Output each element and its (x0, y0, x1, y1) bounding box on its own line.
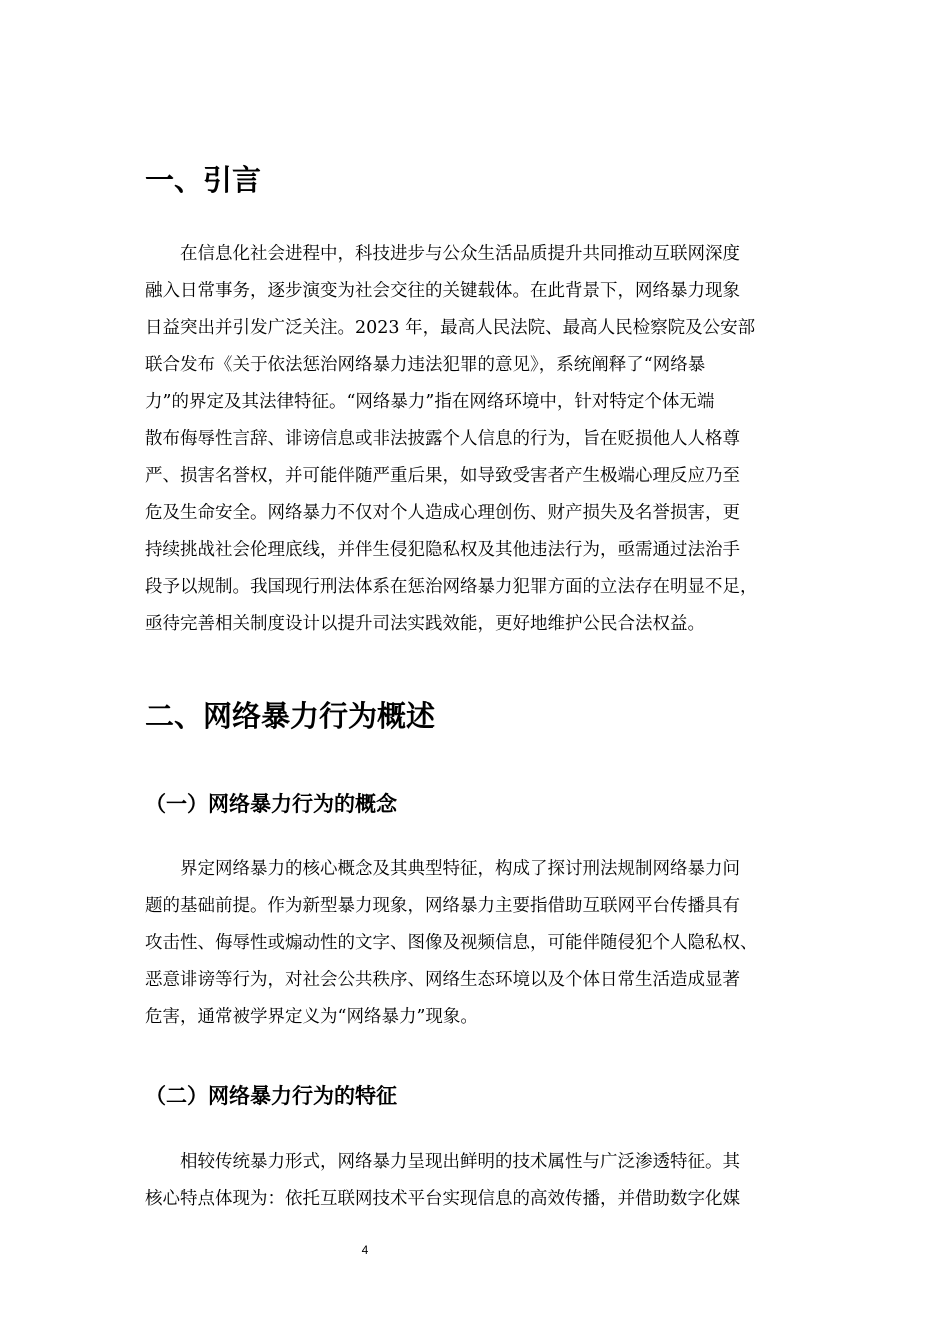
subsection-heading-concept: （一）网络暴力行为的概念 (145, 792, 397, 816)
paragraph-line: 危害，通常被学界定义为“网络暴力”现象。 (145, 1007, 478, 1027)
paragraph-line: 段予以规制。我国现行刑法体系在惩治网络暴力犯罪方面的立法存在明显不足， (145, 577, 758, 597)
paragraph-line: 界定网络暴力的核心概念及其典型特征，构成了探讨刑法规制网络暴力问 (180, 859, 740, 879)
subsection-heading-features: （二）网络暴力行为的特征 (145, 1084, 397, 1108)
paragraph-line: 融入日常事务，逐步演变为社会交往的关键载体。在此背景下，网络暴力现象 (145, 281, 740, 301)
paragraph-line: 亟待完善相关制度设计以提升司法实践效能，更好地维护公民合法权益。 (145, 614, 705, 634)
introduction-paragraph (145, 236, 825, 643)
paragraph-line: 在信息化社会进程中，科技进步与公众生活品质提升共同推动互联网深度 (180, 244, 740, 264)
features-paragraph (145, 1144, 825, 1218)
paragraph-line: 危及生命安全。网络暴力不仅对个人造成心理创伤、财产损失及名誉损害，更 (145, 503, 740, 523)
page-number: 4 (361, 1243, 369, 1257)
paragraph-line: 散布侮辱性言辞、诽谤信息或非法披露个人信息的行为，旨在贬损他人人格尊 (145, 429, 740, 449)
paragraph-line: 持续挑战社会伦理底线，并伴生侵犯隐私权及其他违法行为，亟需通过法治手 (145, 540, 740, 560)
section-heading-introduction: 一、引言 (145, 163, 262, 197)
concept-paragraph (145, 851, 825, 1036)
paragraph-line: 核心特点体现为：依托互联网技术平台实现信息的高效传播，并借助数字化媒 (145, 1189, 740, 1209)
paragraph-line: 相较传统暴力形式，网络暴力呈现出鲜明的技术属性与广泛渗透特征。其 (180, 1152, 740, 1172)
paragraph-line: 严、损害名誉权，并可能伴随严重后果，如导致受害者产生极端心理反应乃至 (145, 466, 740, 486)
paragraph-line: 联合发布《关于依法惩治网络暴力违法犯罪的意见》，系统阐释了“网络暴 (145, 355, 706, 375)
paragraph-line: 恶意诽谤等行为，对社会公共秩序、网络生态环境以及个体日常生活造成显著 (145, 970, 740, 990)
paragraph-line: 日益突出并引发广泛关注。2023 年，最高人民法院、最高人民检察院及公安部 (145, 318, 756, 338)
paragraph-line: 题的基础前提。作为新型暴力现象，网络暴力主要指借助互联网平台传播具有 (145, 896, 740, 916)
paragraph-line: 力”的界定及其法律特征。“网络暴力”指在网络环境中，针对特定个体无端 (145, 392, 715, 412)
paragraph-line: 攻击性、侮辱性或煽动性的文字、图像及视频信息，可能伴随侵犯个人隐私权、 (145, 933, 758, 953)
section-heading-overview: 二、网络暴力行为概述 (145, 699, 436, 733)
